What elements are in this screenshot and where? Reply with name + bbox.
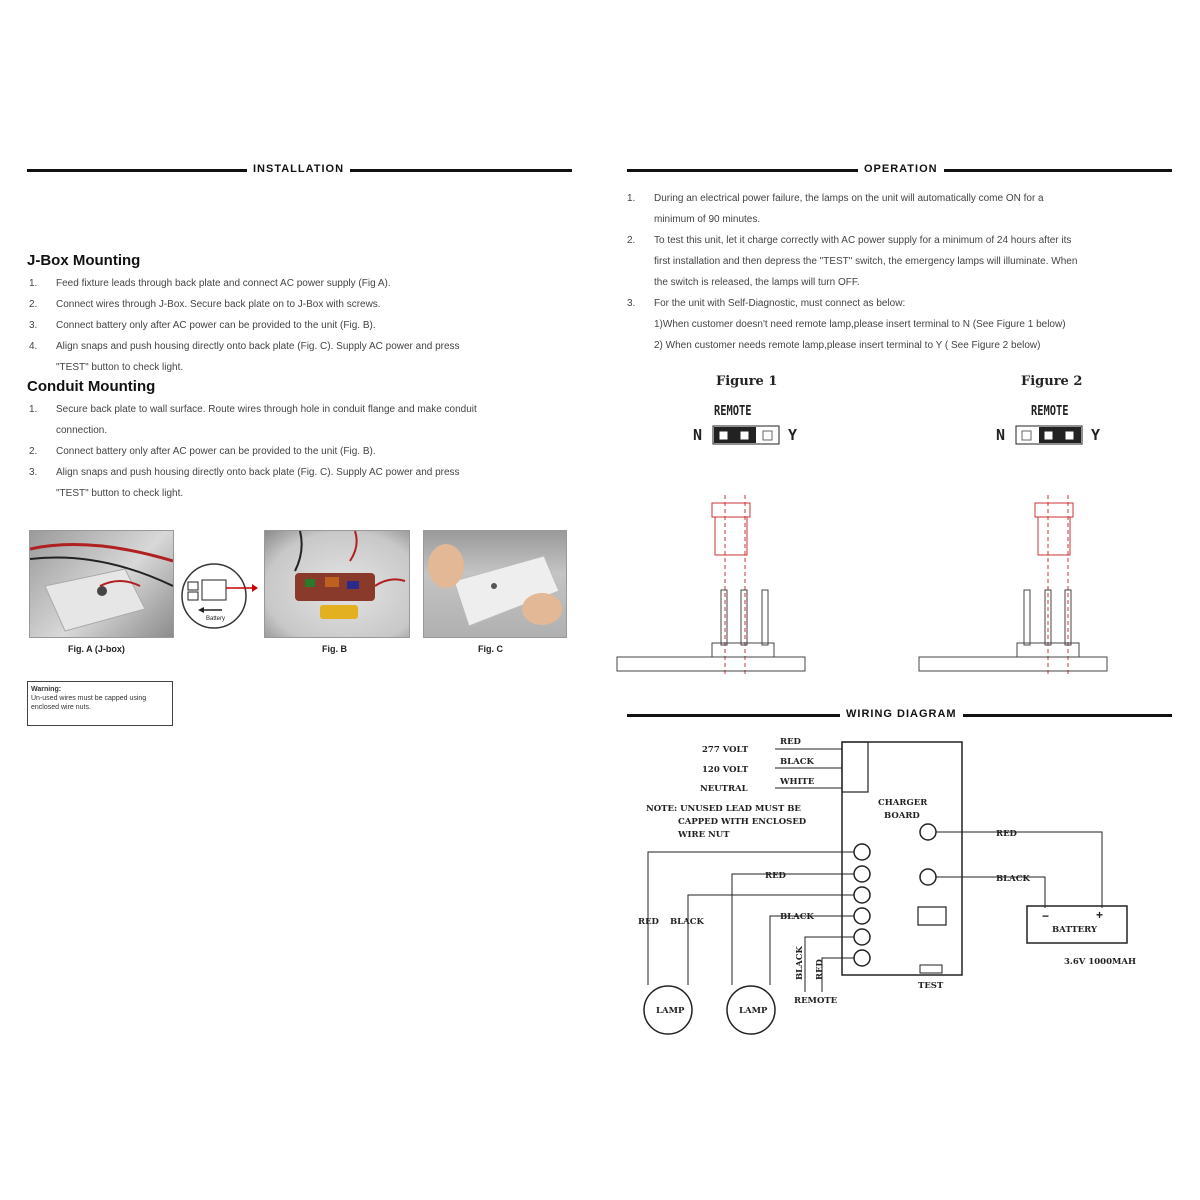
figure2-jumper [1015,425,1083,445]
charger-label-2: BOARD [884,811,920,821]
lamp2-label: LAMP [739,1006,768,1016]
fig-c-illustration [424,531,566,637]
list-item [29,399,574,441]
fig-c-caption: Fig. C [478,644,503,654]
figure2-title: Figure 2 [1021,374,1083,389]
figure2-y-label: Y [1091,426,1101,444]
list-text: minimum of 90 minutes. [654,214,761,225]
wire-white-label: WHITE [780,777,815,787]
list-text: Feed fixture leads through back plate and connect AC power supply (Fig A). [56,278,391,289]
list-number: 3. [29,320,38,331]
list-text: the switch is released, the lamps will turn OFF. [654,277,860,288]
list-item [29,315,574,336]
lamp1-label: LAMP [656,1006,685,1016]
wiring-diagram [600,730,1200,1050]
note-line-1: NOTE: UNUSED LEAD MUST BE [646,804,801,814]
operation-heading: OPERATION [858,163,944,175]
list-text: During an electrical power failure, the lamps on the unit will automatically come ON for a [654,193,1044,204]
list-item [29,462,574,504]
list-number: 4. [29,341,38,352]
figure2-diagram [917,495,1112,675]
fig-a-illustration [30,531,173,637]
fig-a-caption: Fig. A (J-box) [68,644,125,654]
list-item [627,230,1172,293]
list-text: To test this unit, let it charge correctly with AC power supply for a minimum of 24 hours after its [654,235,1072,246]
battery-black-label: BLACK [996,874,1030,884]
figure2-n-label: N [996,426,1006,444]
list-number: 3. [29,467,38,478]
battery-red-label: RED [996,829,1017,839]
remote-label: REMOTE [794,996,838,1006]
battery-label: BATTERY [1052,925,1098,935]
list-number: 1. [29,404,38,415]
list-text: Align snaps and push housing directly onto back plate (Fig. C). Supply AC power and press [56,467,460,478]
figure1-y-label: Y [788,426,798,444]
list-number: 2. [29,299,38,310]
list-text: Align snaps and push housing directly onto back plate (Fig. C). Supply AC power and press [56,341,460,352]
list-number: 1. [627,193,636,204]
list-text: Secure back plate to wall surface. Route wires through hole in conduit flange and make conduit [56,404,477,415]
list-number: 1. [29,278,38,289]
figure2-remote-label: REMOTE [1031,404,1069,419]
figure1-title: Figure 1 [716,374,778,389]
wire-red-label: RED [780,737,801,747]
v120-label: 120 VOLT [702,765,749,775]
list-number: 2. [29,446,38,457]
lamp1-black-label: BLACK [670,917,704,927]
list-text: "TEST" button to check light. [56,488,184,499]
fig-a-photo [29,530,174,638]
warning-title: Warning: [31,686,62,693]
figure1-jumper [712,425,780,445]
lamp-red-label: RED [765,871,786,881]
figure1-n-label: N [693,426,703,444]
list-text: "TEST" button to check light. [56,362,184,373]
list-text: 1)When customer doesn't need remote lamp,please insert terminal to N (See Figure 1 below) [654,319,1066,330]
list-item [29,273,574,294]
v277-label: 277 VOLT [702,745,749,755]
list-item [29,336,574,378]
conduit-title: Conduit Mounting [27,378,156,395]
svg-text:+: + [1096,908,1104,922]
wire-black-label: BLACK [780,757,814,767]
fig-b-caption: Fig. B [322,644,347,654]
remote-red-label: RED [815,959,825,980]
installation-heading: INSTALLATION [247,163,350,175]
fig-b-photo [264,530,410,638]
list-number: 2. [627,235,636,246]
list-item [627,188,1172,230]
list-number: 3. [627,298,636,309]
battery-inset [176,562,258,632]
neutral-label: NEUTRAL [700,784,748,794]
list-item [627,293,1172,356]
svg-text:−: − [1042,909,1050,923]
jbox-title: J-Box Mounting [27,252,141,269]
list-text: 2) When customer needs remote lamp,please insert terminal to Y ( See Figure 2 below) [654,340,1041,351]
wiring-heading: WIRING DIAGRAM [840,708,963,720]
figure1-diagram [615,495,810,675]
list-text: first installation and then depress the "TEST" switch, the emergency lamps will illuminate. When [654,256,1078,267]
list-text: Connect battery only after AC power can be provided to the unit (Fig. B). [56,446,376,457]
warning-box [27,681,173,726]
charger-label-1: CHARGER [878,798,928,808]
fig-b-illustration [265,531,409,637]
test-label: TEST [918,981,944,991]
list-text: Connect wires through J-Box. Secure back plate on to J-Box with screws. [56,299,381,310]
note-line-3: WIRE NUT [678,830,730,840]
list-item [29,441,574,462]
list-text: Connect battery only after AC power can be provided to the unit (Fig. B). [56,320,376,331]
figure1-remote-label: REMOTE [714,404,752,419]
list-text: connection. [56,425,108,436]
warning-text: Un-used wires must be capped using enclosed wire nuts. [31,695,147,711]
list-text: For the unit with Self-Diagnostic, must connect as below: [654,298,906,309]
battery-spec: 3.6V 1000MAH [1064,957,1137,967]
remote-black-label: BLACK [795,946,805,980]
inset-label: Battery [206,616,226,622]
list-item [29,294,574,315]
lamp-black-label: BLACK [780,912,814,922]
lamp1-red-label: RED [638,917,659,927]
fig-c-photo [423,530,567,638]
note-line-2: CAPPED WITH ENCLOSED [678,817,807,827]
